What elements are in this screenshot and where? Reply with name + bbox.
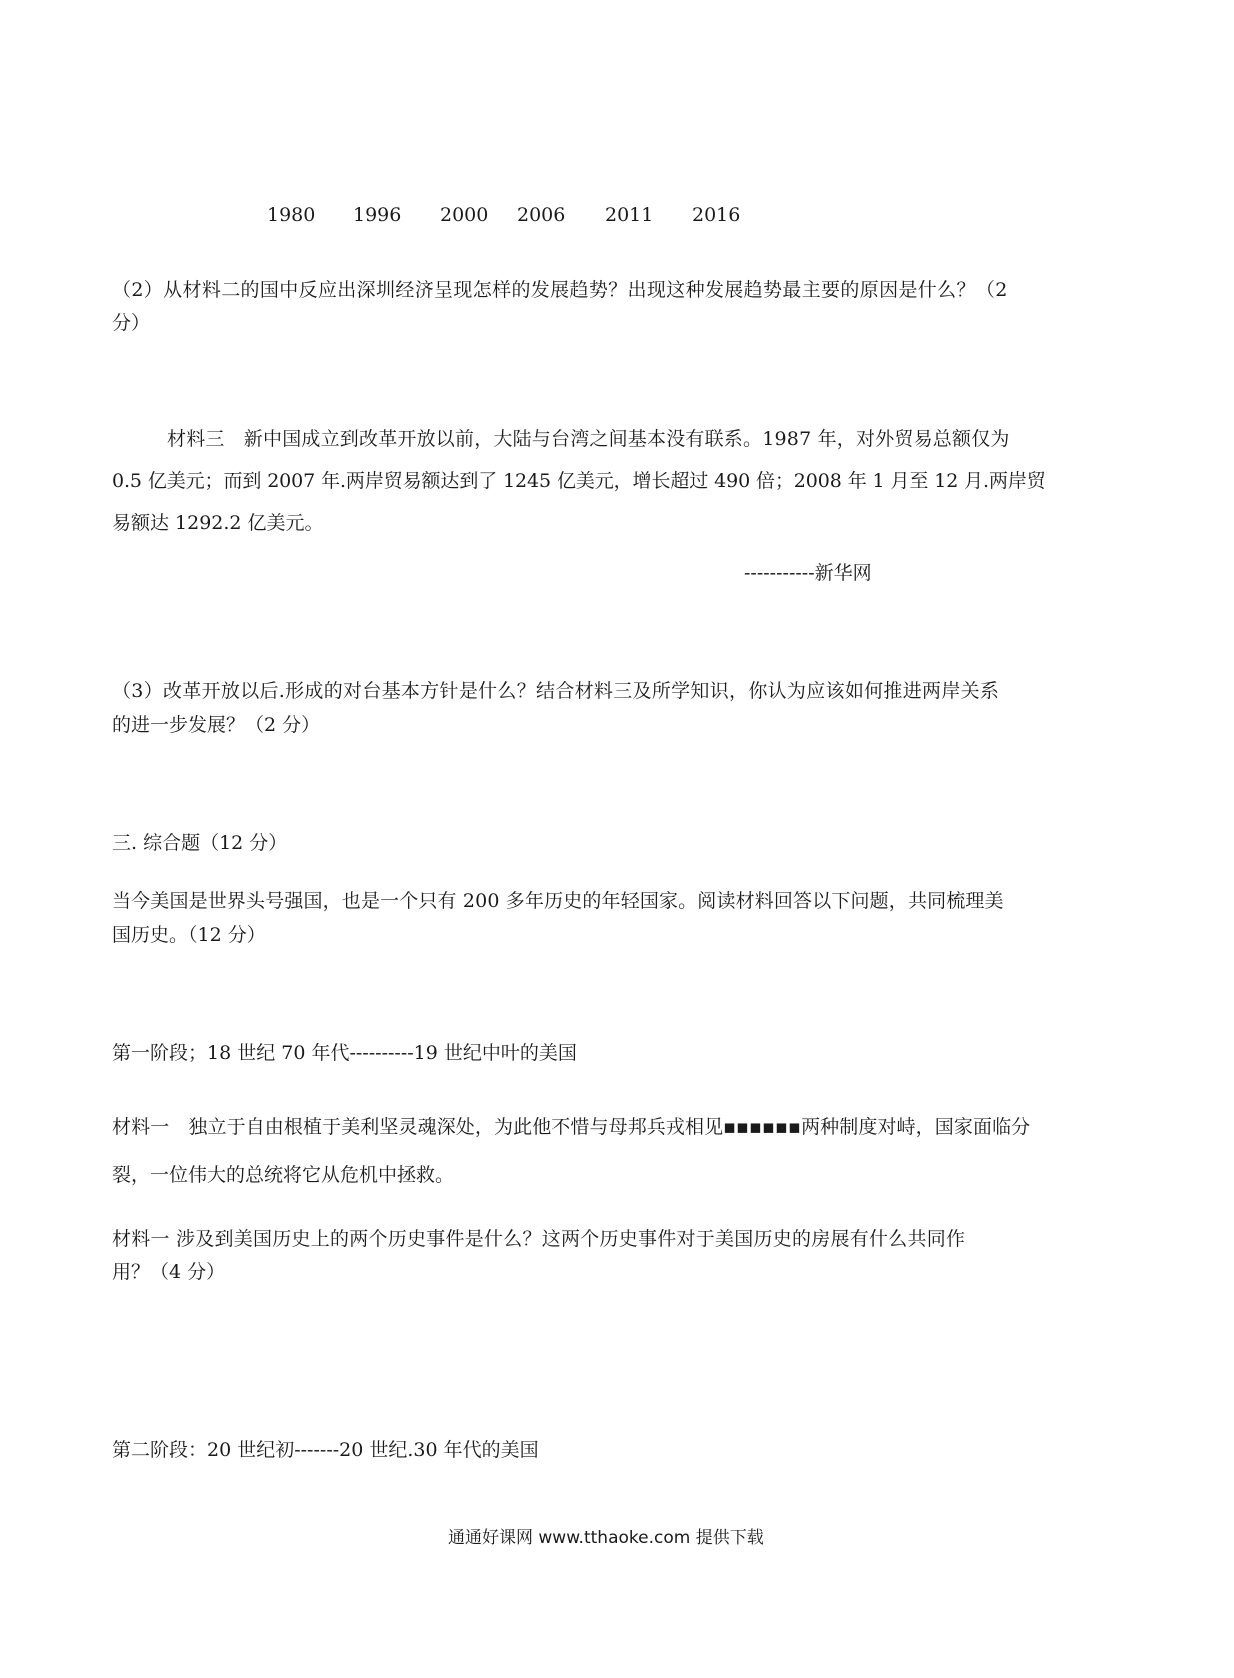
question-3-line-2: 的进一步发展？（2 分） [112, 714, 321, 736]
section-3-intro-line-1: 当今美国是世界头号强国，也是一个只有 200 多年历史的年轻国家。阅读材料回答以下问题，共同梳理美 [112, 890, 1004, 912]
stage-1-question-line-1: 材料一 涉及到美国历史上的两个历史事件是什么？这两个历史事件对于美国历史的房展有什么共同作 [112, 1228, 966, 1250]
year-label: 2006 [517, 204, 566, 226]
stage-1-material-line-1: 材料一 独立于自由根植于美利坚灵魂深处，为此他不惜与母邦兵戎相见▪▪▪▪▪▪两种制度对峙，国家面临分 [112, 1116, 1031, 1138]
section-3-intro-line-2: 国历史。（12 分） [112, 924, 266, 946]
stage-2-title: 第二阶段：20 世纪初-------20 世纪.30 年代的美国 [112, 1439, 539, 1461]
stage-1-title: 第一阶段；18 世纪 70 年代----------19 世纪中叶的美国 [112, 1042, 577, 1064]
material-3-line-3: 易额达 1292.2 亿美元。 [112, 512, 324, 534]
stage-1-material-line-2: 裂，一位伟大的总统将它从危机中拯救。 [112, 1164, 455, 1186]
material-3-line-2: 0.5 亿美元；而到 2007 年.两岸贸易额达到了 1245 亿美元，增长超过 490 倍；2008 年 1 月至 12 月.两岸贸 [112, 470, 1046, 492]
material-3-line-1: 材料三 新中国成立到改革开放以前，大陆与台湾之间基本没有联系。1987 年，对外贸易总额仅为 [167, 428, 1010, 450]
year-label: 1980 [267, 204, 316, 226]
question-2-line-2: 分） [112, 312, 151, 334]
stage-1-question-line-2: 用？（4 分） [112, 1261, 226, 1283]
section-3-heading: 三. 综合题（12 分） [112, 832, 288, 854]
year-label: 2011 [605, 204, 654, 226]
page-footer: 通通好课网 www.tthaoke.com 提供下载 [448, 1528, 764, 1548]
material-3-source: -----------新华网 [744, 562, 872, 584]
year-label: 1996 [353, 204, 402, 226]
question-3-line-1: （3）改革开放以后.形成的对台基本方针是什么？结合材料三及所学知识，你认为应该如何推进两岸关系 [112, 680, 1000, 702]
question-2-line-1: （2）从材料二的国中反应出深圳经济呈现怎样的发展趋势？出现这种发展趋势最主要的原因是什么？（2 [112, 279, 1008, 301]
year-label: 2000 [440, 204, 489, 226]
year-label: 2016 [692, 204, 741, 226]
chart-year-axis [0, 198, 1234, 232]
